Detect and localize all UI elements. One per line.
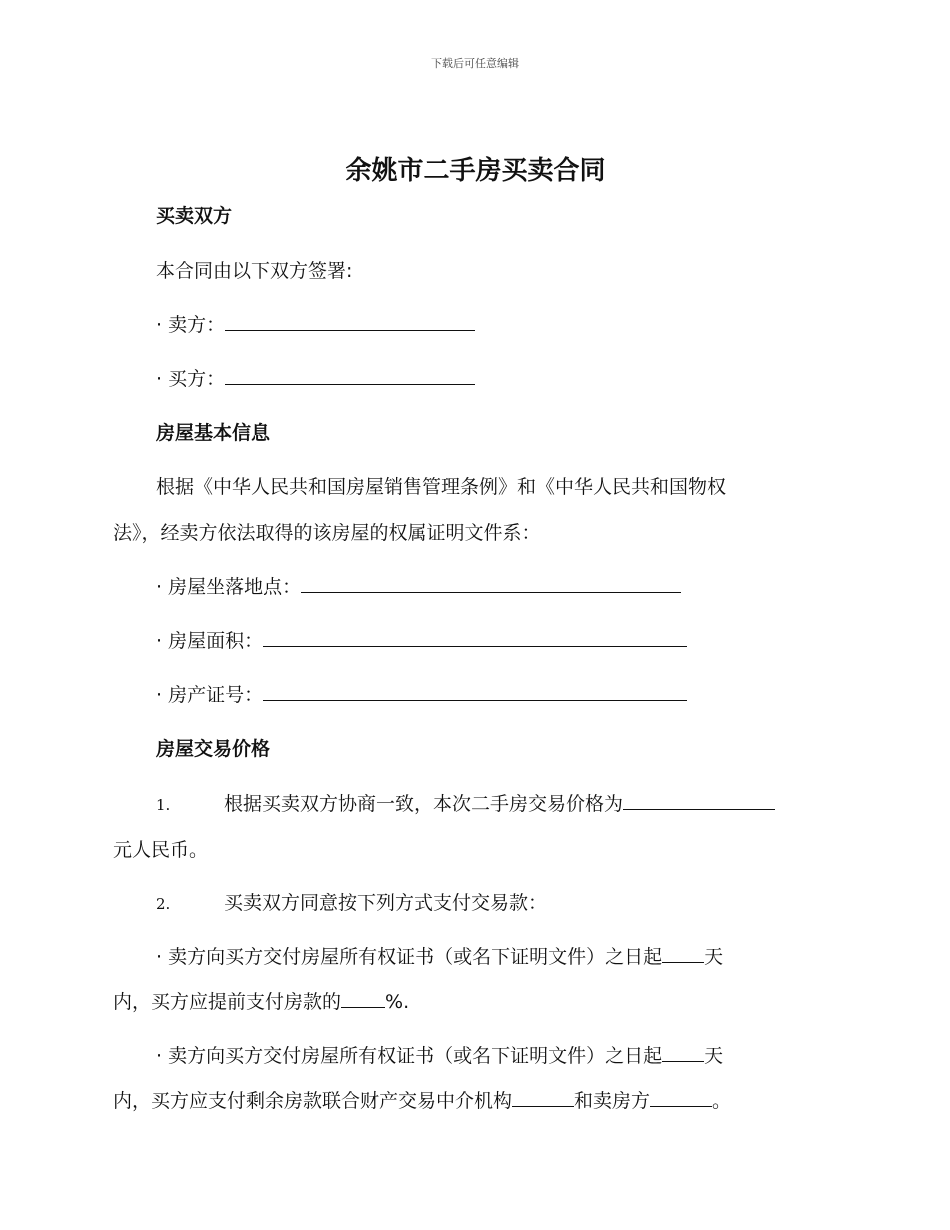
bullet2-text: · 卖方向买方交付房屋所有权证书（或名下证明文件）之日起 [156,1045,663,1067]
cert-field [156,680,687,707]
buyer-field [156,364,475,391]
price-item-2 [156,888,547,915]
item-number: 1. [156,796,171,814]
payment-bullet-1-line2 [113,987,409,1014]
price-item-1 [156,789,775,816]
seller-label: · 卖方： [156,314,226,336]
area-label: · 房屋面积： [156,630,264,652]
days-unit: 天 [704,1045,724,1067]
bullet1-text: · 卖方向买方交付房屋所有权证书（或名下证明文件）之日起 [156,946,663,968]
cert-blank[interactable] [263,684,687,701]
days-blank-1[interactable] [662,946,704,963]
item-number: 2. [156,895,171,913]
property-paragraph-line1: 根据《中华人民共和国房屋销售管理条例》和《中华人民共和国物权 [156,476,727,498]
seller-party-blank[interactable] [650,1090,712,1107]
percent-blank[interactable] [341,991,385,1008]
price-blank[interactable] [623,793,775,810]
period: 。 [712,1090,732,1112]
seller-party-text: 和卖房方 [574,1090,651,1112]
area-blank[interactable] [263,630,687,647]
location-label: · 房屋坐落地点： [156,576,302,598]
payment-bullet-2-line2 [113,1086,731,1113]
payment-bullet-2-line1 [156,1041,723,1068]
item1-text: 根据买卖双方协商一致，本次二手房交易价格为 [224,793,624,815]
location-field [156,572,681,599]
section-heading-parties: 买卖双方 [156,205,233,227]
section-heading-price: 房屋交易价格 [156,738,271,760]
bullet1-text-cont: 内，买方应提前支付房款的 [113,991,342,1013]
price-item-1-cont: 元人民币。 [113,839,209,861]
days-unit: 天 [704,946,724,968]
seller-blank[interactable] [225,314,475,331]
seller-field [156,310,475,337]
item2-text: 买卖双方同意按下列方式支付交易款： [224,892,548,914]
days-blank-2[interactable] [662,1045,704,1062]
parties-intro: 本合同由以下双方签署: [156,260,353,282]
section-heading-property: 房屋基本信息 [156,422,271,444]
location-blank[interactable] [301,576,681,593]
property-paragraph-line2: 法》，经卖方依法取得的该房屋的权属证明文件系： [113,522,541,544]
payment-bullet-1-line1 [156,942,723,969]
bullet2-text-cont: 内，买方应支付剩余房款联合财产交易中介机构 [113,1090,513,1112]
header-note: 下载后可任意编辑 [431,57,519,70]
area-field [156,626,687,653]
buyer-label: · 买方： [156,368,226,390]
cert-label: · 房产证号： [156,684,264,706]
contract-title: 余姚市二手房买卖合同 [345,156,606,186]
buyer-blank[interactable] [225,368,475,385]
agency-blank[interactable] [512,1090,574,1107]
percent-sign: %. [385,991,410,1013]
